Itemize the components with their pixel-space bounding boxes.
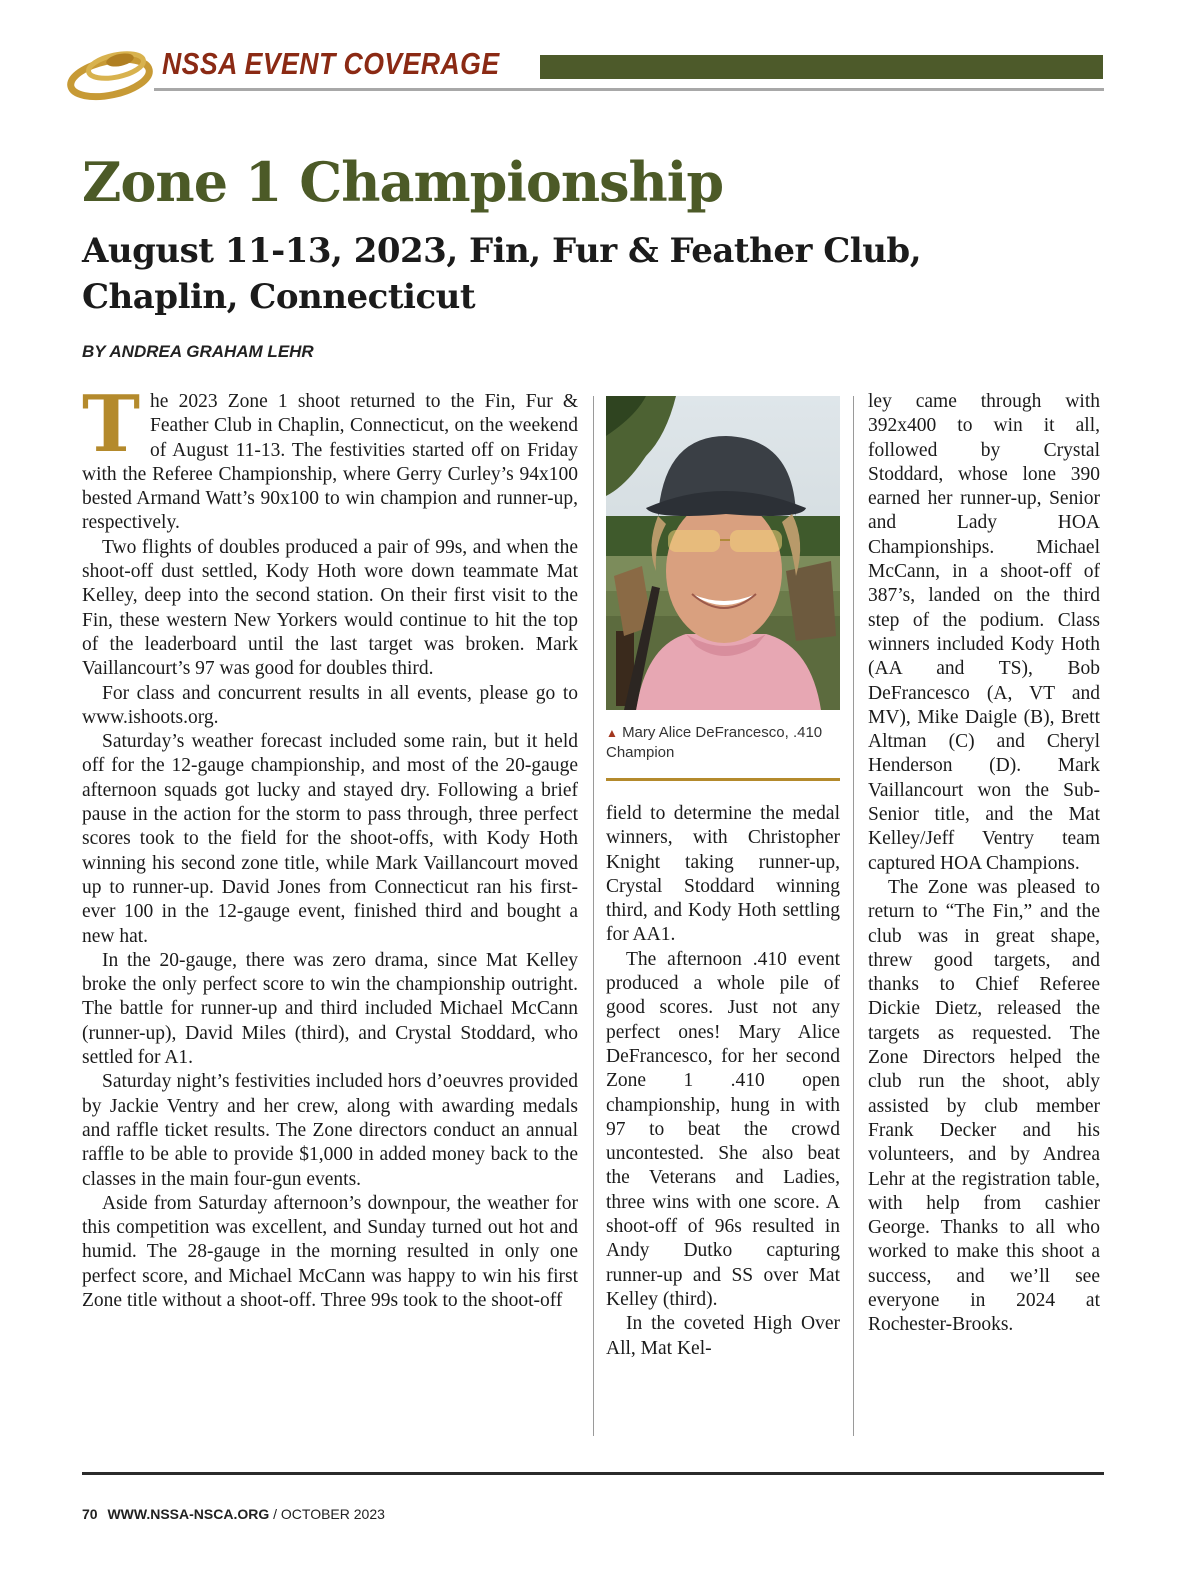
section-header [66, 38, 1106, 102]
footer-issue: OCTOBER 2023 [280, 1506, 385, 1522]
paragraph: Aside from Saturday afternoon’s downpour, the weather for this competition was excellent, and Sunday turned out hot and humid. The 28-gauge in the morning resulted in only one perfect score, and Michael McCann was happy to win his first Zone title without a shoot-off. Three 99s took to the shoot-off [82, 1192, 578, 1311]
paragraph: Two flights of doubles produced a pair of 99s, and when the shoot-off dust settled, Kody Hoth wore down teammate Mat Kelley, deep into the second station. On their first visit to the Fin, these western New Yorkers would continue to hit the top of the leaderboard until the last target was broken. Mark Vaillancourt’s 97 was good for doubles third. [82, 536, 578, 680]
paragraph: In the coveted High Over All, Mat Kel- [606, 1313, 840, 1359]
byline: BY ANDREA GRAHAM LEHR [82, 342, 314, 361]
article-subtitle: August 11-13, 2023, Fin, Fur & Feather Club, Chaplin, Connecticut [82, 231, 922, 317]
column-divider [853, 396, 854, 1436]
clay-target-logo-icon [66, 40, 158, 102]
paragraph: ley came through with 392x400 to win it all, followed by Crystal Stoddard, whose lone 390 earned her runner-up, Senior and Lady HOA Championships. Michael McCann, in a shoot-off of 387’s, landed on the third step of the podium. Class winners included Kody Hoth (AA and TS), Bob DeFrancesco (A, VT and MV), Mike Daigle (B), Brett Altman (C) and Cheryl Henderson (D). Mark Vaillancourt won the Sub-Senior title, and the Mat Kelley/Jeff Ventry team captured HOA Champions. [868, 391, 1100, 874]
article-column-1 [82, 379, 578, 1313]
footer-separator: / [273, 1506, 278, 1522]
paragraph: For class and concurrent results in all events, please go to www.ishoots.org. [82, 682, 578, 728]
footer-website: WWW.NSSA-NSCA.ORG [107, 1506, 270, 1522]
page-number: 70 [82, 1506, 98, 1522]
footer-rule [82, 1472, 1104, 1475]
paragraph: The 2023 Zone 1 shoot returned to the Fin, Fur & Feather Club in Chaplin, Connecticut, on the weekend of August 11-13. The festivities started off on Friday with the Referee Championship, where Gerry Curley’s 94x100 bested Armand Watt’s 90x100 to win champion and runner-up, respectively. [82, 379, 578, 534]
photo-caption: ▲ Mary Alice DeFrancesco, .410 Champion [606, 724, 823, 761]
caption-rule [606, 778, 840, 781]
champion-photo-image [606, 396, 840, 710]
paragraph: The Zone was pleased to return to “The Fin,” and the club was in great shape, threw good targets, and thanks to Chief Referee Dickie Dietz, released the targets as requested. The Zone Directors helped the club run the shoot, ably assisted by club member Frank Decker and his volunteers, and by Andrea Lehr at the registration table, with help from cashier George. Thanks to all who worked to make this shoot a success, and we’ll see everyone in 2024 at Rochester-Brooks. [868, 876, 1100, 1336]
section-label: NSSA EVENT COVERAGE [162, 46, 500, 81]
champion-photo [606, 396, 840, 710]
caption-triangle-icon: ▲ [606, 726, 618, 740]
paragraph: Saturday night’s festivities included hors d’oeuvres provided by Jackie Ventry and her crew, along with awarding medals and raffle ticket results. The Zone directors conduct an annual raffle to be able to provide $1,000 in added money back to the classes in the main four-gun events. [82, 1071, 578, 1190]
paragraph: field to determine the medal winners, with Christopher Knight taking runner-up, Crystal Stoddard winning third, and Kody Hoth settling for AA1. [606, 803, 840, 946]
drop-cap: T [82, 379, 141, 470]
header-bar [540, 55, 1103, 79]
page-footer [82, 1506, 385, 1522]
paragraph: Saturday’s weather forecast included some rain, but it held off for the 12-gauge championship, and most of the 20-gauge afternoon squads got lucky and stayed dry. Following a brief pause in the action for the storm to pass through, three perfect scores took to the field for the shoot-offs, with Kody Hoth winning his second zone title, while Mark Vaillancourt moved up to runner-up. David Jones from Connecticut ran his first-ever 100 in the 12-gauge event, finished third and bought a new hat. [82, 731, 578, 947]
article-column-2 [606, 802, 840, 1361]
column-divider [593, 396, 594, 1436]
paragraph: In the 20-gauge, there was zero drama, since Mat Kelley broke the only perfect score to win the championship outright. The battle for runner-up and third included Michael McCann (runner-up), David Miles (third), and Crystal Stoddard, who settled for A1. [82, 949, 578, 1069]
article-title: Zone 1 Championship [82, 150, 724, 214]
paragraph: The afternoon .410 event produced a whole pile of good scores. Just not any perfect ones! Mary Alice DeFrancesco, for her second Zone 1 .410 open championship, hung in with 97 to beat the crowd uncontested. She also beat the Veterans and Ladies, three wins with one score. A shoot-off of 96s resulted in Andy Dutko capturing runner-up and SS over Mat Kelley (third). [606, 948, 840, 1310]
article-column-3 [868, 390, 1100, 1338]
header-rule [154, 88, 1104, 91]
